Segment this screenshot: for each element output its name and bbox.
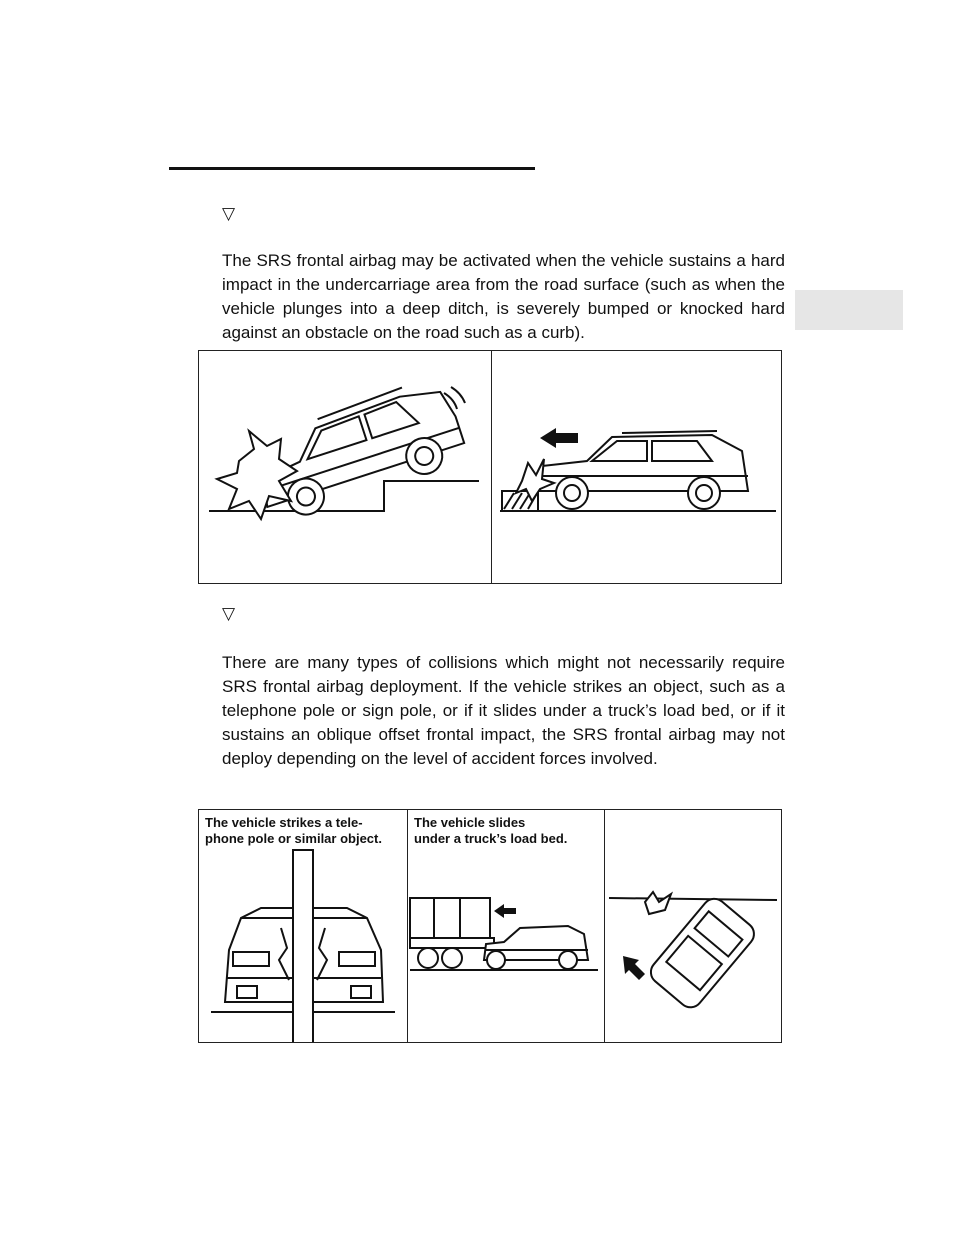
oblique-impact-illustration xyxy=(605,810,781,1042)
section-rule xyxy=(169,167,535,170)
figure-non-deployment-collisions xyxy=(198,809,782,1043)
figure-undercarriage-impacts xyxy=(198,350,782,584)
wagon-curb-illustration xyxy=(492,351,781,583)
panel-pole-impact xyxy=(199,810,407,1042)
triangle-marker: ▽ xyxy=(222,204,236,223)
caption-truck: The vehicle slides under a truck’s load bed. xyxy=(414,815,568,846)
panel-ditch-impact xyxy=(199,351,491,583)
caption-pole: The vehicle strikes a tele- phone pole or similar object. xyxy=(205,815,382,846)
paragraph-undercarriage: The SRS frontal airbag may be activated when the vehicle sustains a hard impact in the undercarriage area from the road surface (such as when the vehicle plunges into a deep ditch, is severely bumped or knocked hard against an obstacle on the road such as a curb). xyxy=(222,251,785,342)
truck-underride-illustration xyxy=(408,810,604,1042)
panel-curb-impact xyxy=(491,351,781,583)
panel-oblique-impact xyxy=(604,810,781,1042)
paragraph-non-deployment: There are many types of collisions which might not necessarily require SRS frontal airbag deployment. If the vehicle strikes an object, such as a telephone pole or sign pole, or if it slides under a truck’s load bed, or if it sustains an oblique offset frontal impact, the SRS frontal airbag may not deploy depending on the level of accident forces involved. xyxy=(222,653,785,768)
chapter-tab xyxy=(795,290,903,330)
pole-impact-illustration xyxy=(199,810,406,1042)
panel-truck-underride xyxy=(407,810,604,1042)
wagon-ditch-illustration xyxy=(199,351,490,583)
triangle-marker: ▽ xyxy=(222,604,236,623)
